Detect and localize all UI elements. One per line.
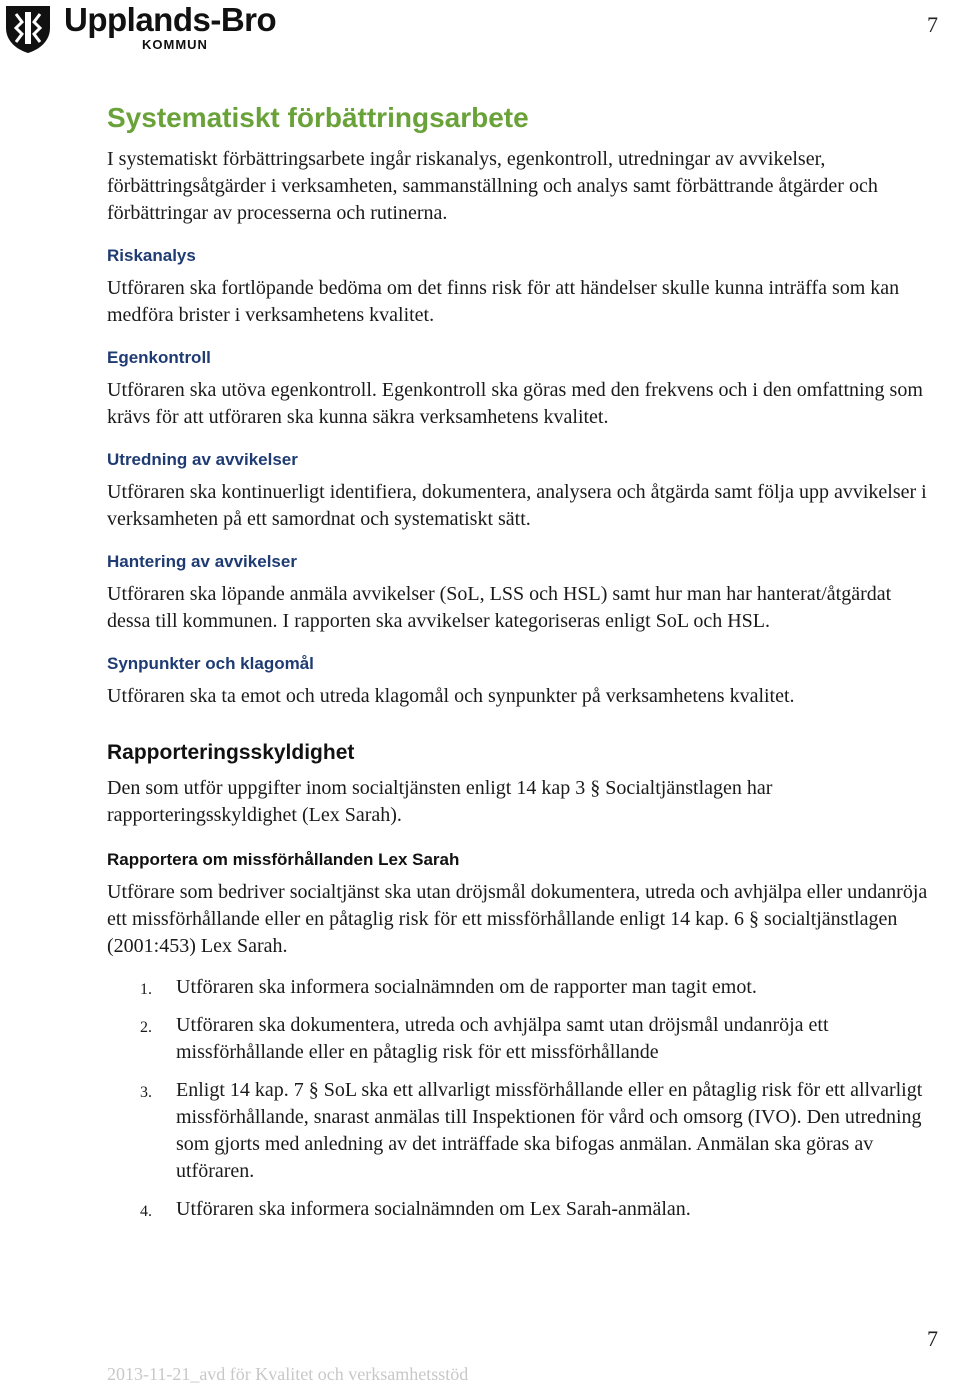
- section-heading: Hantering av avvikelser: [107, 552, 297, 571]
- section-heading: Synpunkter och klagomål: [107, 654, 314, 673]
- list-number: 4.: [140, 1203, 152, 1220]
- lex-sarah-text: Utförare som bedriver socialtjänst ska utan dröjsmål dokumentera, utreda och avhjälpa eller undanröja ett missförhållande eller en påtaglig risk för ett missförhållande enligt 14 kap. 6 § socialtjänstlagen (2001:453) Lex Sarah.: [107, 881, 928, 957]
- section-heading: Utredning av avvikelser: [107, 450, 298, 469]
- section-heading: Egenkontroll: [107, 348, 211, 367]
- list-item: [107, 1196, 937, 1223]
- lex-sarah-heading: Rapportera om missförhållanden Lex Sarah: [107, 850, 460, 869]
- document-body: [107, 98, 937, 1234]
- list-text: Utföraren ska informera socialnämnden om de rapporter man tagit emot.: [176, 976, 757, 998]
- list-text: Utföraren ska informera socialnämnden om Lex Sarah-anmälan.: [176, 1198, 691, 1220]
- list-number: 3.: [140, 1084, 152, 1101]
- section-text: Utföraren ska löpande anmäla avvikelser (SoL, LSS och HSL) samt hur man har hanterat/åtgärdat dessa till kommunen. I rapporten ska avvikelser kategoriseras enligt SoL och HSL.: [107, 583, 892, 632]
- list-number: 1.: [140, 981, 152, 998]
- list-item: [107, 974, 937, 1001]
- list-number: 2.: [140, 1019, 152, 1036]
- numbered-list: [107, 974, 937, 1223]
- section-heading: Riskanalys: [107, 246, 196, 265]
- section-text: Utföraren ska ta emot och utreda klagomål och synpunkter på verksamhetens kvalitet.: [107, 685, 795, 707]
- section-text: Utföraren ska fortlöpande bedöma om det finns risk för att händelser skulle kunna inträffa som kan medföra brister i verksamhetens kvalitet.: [107, 277, 900, 326]
- page-number-top: 7: [927, 12, 938, 37]
- list-item: [107, 1012, 937, 1066]
- reporting-text: Den som utför uppgifter inom socialtjänsten enligt 14 kap 3 § Socialtjänstlagen har rapporteringsskyldighet (Lex Sarah).: [107, 777, 773, 826]
- logo: [2, 0, 322, 58]
- list-item: [107, 1077, 937, 1185]
- intro-paragraph: I systematiskt förbättringsarbete ingår riskanalys, egenkontroll, utredningar av avvikelser, förbättringsåtgärder i verksamheten, sammanställning och analys samt förbättrande åtgärder och förbättringar av processerna och rutinerna.: [107, 148, 878, 224]
- page-title: Systematiskt förbättringsarbete: [107, 102, 529, 133]
- list-text: Utföraren ska dokumentera, utreda och avhjälpa samt utan dröjsmål undanröja ett missförhållande eller en påtaglig risk för ett missförhållande: [176, 1014, 829, 1063]
- section-text: Utföraren ska kontinuerligt identifiera, dokumentera, analysera och åtgärda samt följa upp avvikelser i verksamheten på ett samordnat och systematiskt sätt.: [107, 481, 927, 530]
- footer-text: 2013-11-21_avd för Kvalitet och verksamhetsstöd: [107, 1364, 469, 1384]
- coat-of-arms-icon: [2, 2, 54, 54]
- logo-name: Upplands-Bro: [64, 1, 277, 38]
- reporting-heading: Rapporteringsskyldighet: [107, 741, 355, 764]
- list-text: Enligt 14 kap. 7 § SoL ska ett allvarligt missförhållande eller en påtaglig risk för ett allvarligt missförhållande, snarast anmälas till Inspektionen för vård och omsorg (IVO). Den utredning som gjorts med anledning av det inträffade ska bifogas anmälan. Anmälan ska göras av utföraren.: [176, 1079, 923, 1182]
- page-number-bottom: 7: [927, 1326, 938, 1351]
- logo-subtitle: KOMMUN: [142, 37, 208, 52]
- section-text: Utföraren ska utöva egenkontroll. Egenkontroll ska göras med den frekvens och i den omfattning som krävs för att utföraren ska kunna säkra verksamhetens kvalitet.: [107, 379, 923, 428]
